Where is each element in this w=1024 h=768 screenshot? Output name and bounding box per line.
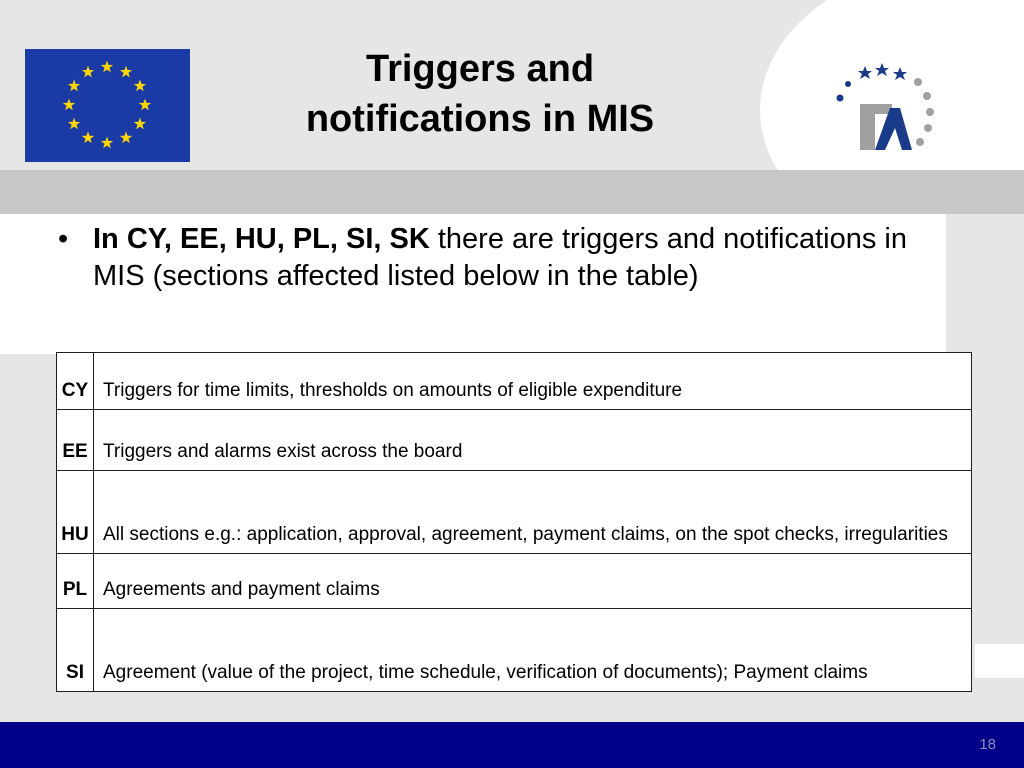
country-code: SI xyxy=(57,609,94,692)
eu-flag-icon xyxy=(25,49,190,162)
table-row xyxy=(57,554,972,609)
eu-star-icon xyxy=(68,118,80,130)
bullet-description: there are triggers and notifications in MIS (sections affected listed below in the table) xyxy=(93,223,907,292)
header-band xyxy=(0,170,1024,214)
eu-stars xyxy=(25,49,190,162)
slide-title xyxy=(220,44,740,144)
country-code: PL xyxy=(57,554,94,609)
eu-star-icon xyxy=(82,66,94,78)
sections-text: Triggers for time limits, thresholds on amounts of eligible expenditure xyxy=(94,353,972,410)
eu-star-icon xyxy=(63,99,75,111)
slide-header xyxy=(0,0,1024,170)
title-line-1: Triggers and xyxy=(365,48,595,90)
country-code: EE xyxy=(57,410,94,471)
eu-star-icon xyxy=(82,131,94,143)
eu-star-icon xyxy=(68,80,80,92)
sections-text: Triggers and alarms exist across the board xyxy=(94,410,972,471)
sections-text: All sections e.g.: application, approval, agreement, payment claims, on the spot checks, irregularities xyxy=(94,471,972,554)
title-line-2: notifications in MIS xyxy=(305,98,655,140)
sections-text: Agreements and payment claims xyxy=(94,554,972,609)
eu-star-icon xyxy=(134,118,146,130)
eu-star-icon xyxy=(120,131,132,143)
mis-triggers-table xyxy=(56,352,972,692)
eu-star-icon xyxy=(120,66,132,78)
bullet-countries: In CY, EE, HU, PL, SI, SK xyxy=(93,223,430,255)
slide-footer xyxy=(0,722,1024,768)
eu-star-icon xyxy=(134,80,146,92)
page-number: 18 xyxy=(979,736,996,753)
eu-star-icon xyxy=(139,99,151,111)
table-row xyxy=(57,410,972,471)
table-row xyxy=(57,471,972,554)
eu-star-icon xyxy=(101,61,113,73)
bullet-marker: • xyxy=(58,223,69,255)
bullet-text xyxy=(93,221,938,295)
table-row xyxy=(57,353,972,410)
bullet-point xyxy=(58,221,938,295)
right-white-block xyxy=(975,644,1024,678)
fm-logo-icon xyxy=(830,58,940,158)
sections-text: Agreement (value of the project, time schedule, verification of documents); Payment claims xyxy=(94,609,972,692)
country-code: CY xyxy=(57,353,94,410)
eu-star-icon xyxy=(101,137,113,149)
table-row xyxy=(57,609,972,692)
country-code: HU xyxy=(57,471,94,554)
